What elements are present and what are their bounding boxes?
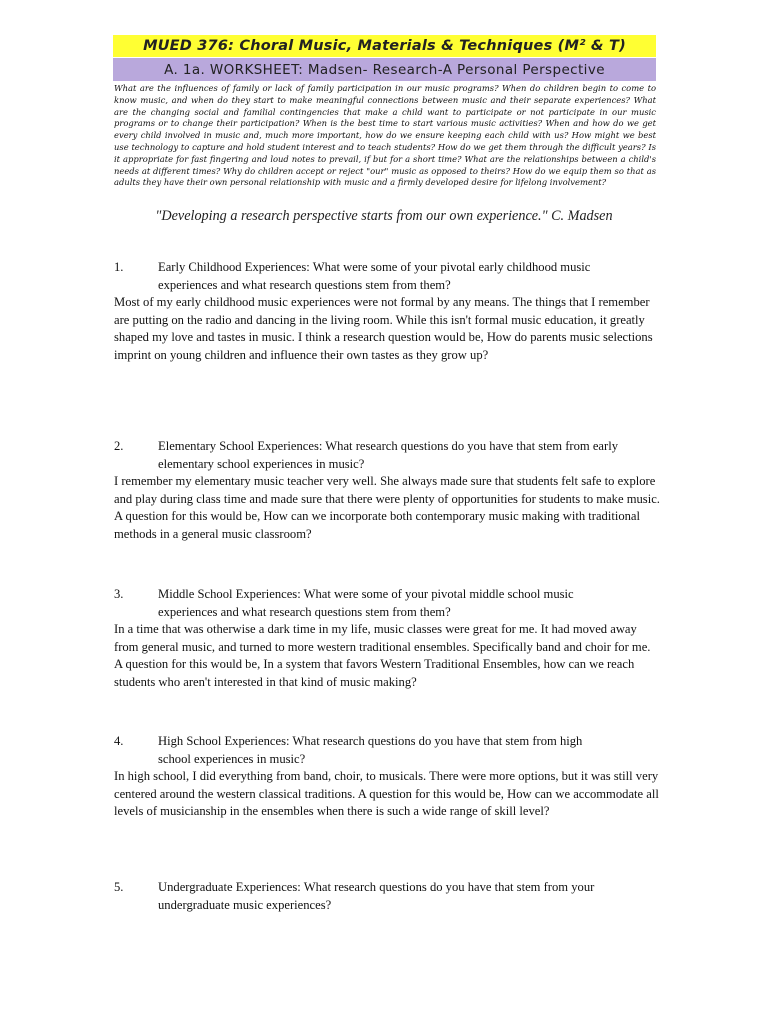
question-row <box>114 259 660 294</box>
question-number: 4. <box>114 734 124 748</box>
question-row <box>114 733 660 768</box>
section-high-school <box>114 733 660 821</box>
section-middle-school <box>114 586 660 691</box>
course-title: MUED 376: Choral Music, Materials & Techniques (M² & T) <box>113 35 656 57</box>
worksheet-subtitle: A. 1a. WORKSHEET: Madsen- Research-A Personal Perspective <box>113 58 656 81</box>
question-row <box>114 586 660 621</box>
question-row <box>114 879 660 914</box>
question-text: Elementary School Experiences: What research questions do you have that stem from early elementary school experiences in music? <box>158 439 618 471</box>
section-elementary <box>114 438 660 543</box>
section-early-childhood <box>114 259 660 364</box>
question-number: 3. <box>114 587 124 601</box>
question-text: High School Experiences: What research questions do you have that stem from high school experiences in music? <box>158 734 583 766</box>
question-text: Undergraduate Experiences: What research questions do you have that stem from your undergraduate music experiences? <box>158 880 595 912</box>
question-number: 2. <box>114 439 124 453</box>
section-undergraduate <box>114 879 660 914</box>
answer-text: In high school, I did everything from band, choir, to musicals. There were more options, but it was still very centered around the western classical traditions. A question for this would be, How can we accommodate all levels of musicianship in the ensembles when there is such a wide range of skill level? <box>114 769 659 818</box>
answer-text: I remember my elementary music teacher very well. She always made sure that students felt safe to explore and play during class time and made sure that there were plenty of opportunities for students to make music. A question for this would be, How can we incorporate both contemporary music making with traditional methods in a general music classroom? <box>114 474 660 541</box>
question-text: Middle School Experiences: What were some of your pivotal middle school music experiences and what research questions stem from them? <box>158 587 574 619</box>
answer-text: In a time that was otherwise a dark time in my life, music classes were great for me. It had moved away from general music, and turned to more western traditional ensembles. Specifically band and choir for me. A question for this would be, In a system that favors Western Traditional Ensembles, how can we reach students who aren't interested in that kind of music making? <box>114 622 651 689</box>
question-number: 1. <box>114 260 124 274</box>
question-number: 5. <box>114 880 124 894</box>
question-row <box>114 438 660 473</box>
answer-text: Most of my early childhood music experiences were not formal by any means. The things that I remember are putting on the radio and dancing in the living room. While this isn't formal music education, it greatly shaped my love and tastes in music. I think a research question would be, How do parents music selections imprint on young children and influence their own tastes as they grow up? <box>114 295 653 362</box>
intro-paragraph: What are the influences of family or lack of family participation in our music programs? When do children begin to come to know music, and when do they start to make meaningful connections between music and their separate experiences? What are the changing social and familial contingencies that make a child want to participate or not participate in our music programs or to change their participation? When is the best time to start various music activities? When and how do we get every child involved in music and, much more important, how do we ensure keeping each child with us? How might we best use technology to capture and hold student interest and to teach students? How do we get them through the difficult years? Is it appropriate for fast fingering and loud notes to prevail, if but for a short time? What are the relationships between a child's needs at different times? Why do children accept or reject "our" music as opposed to theirs? How do we equip them so that as adults they have their own personal relationship with music and a firmly developed desire for lifelong involvement? <box>114 83 656 188</box>
question-text: Early Childhood Experiences: What were some of your pivotal early childhood music experiences and what research questions stem from them? <box>158 260 591 292</box>
madsen-quote: "Developing a research perspective starts from our own experience." C. Madsen <box>155 208 613 224</box>
